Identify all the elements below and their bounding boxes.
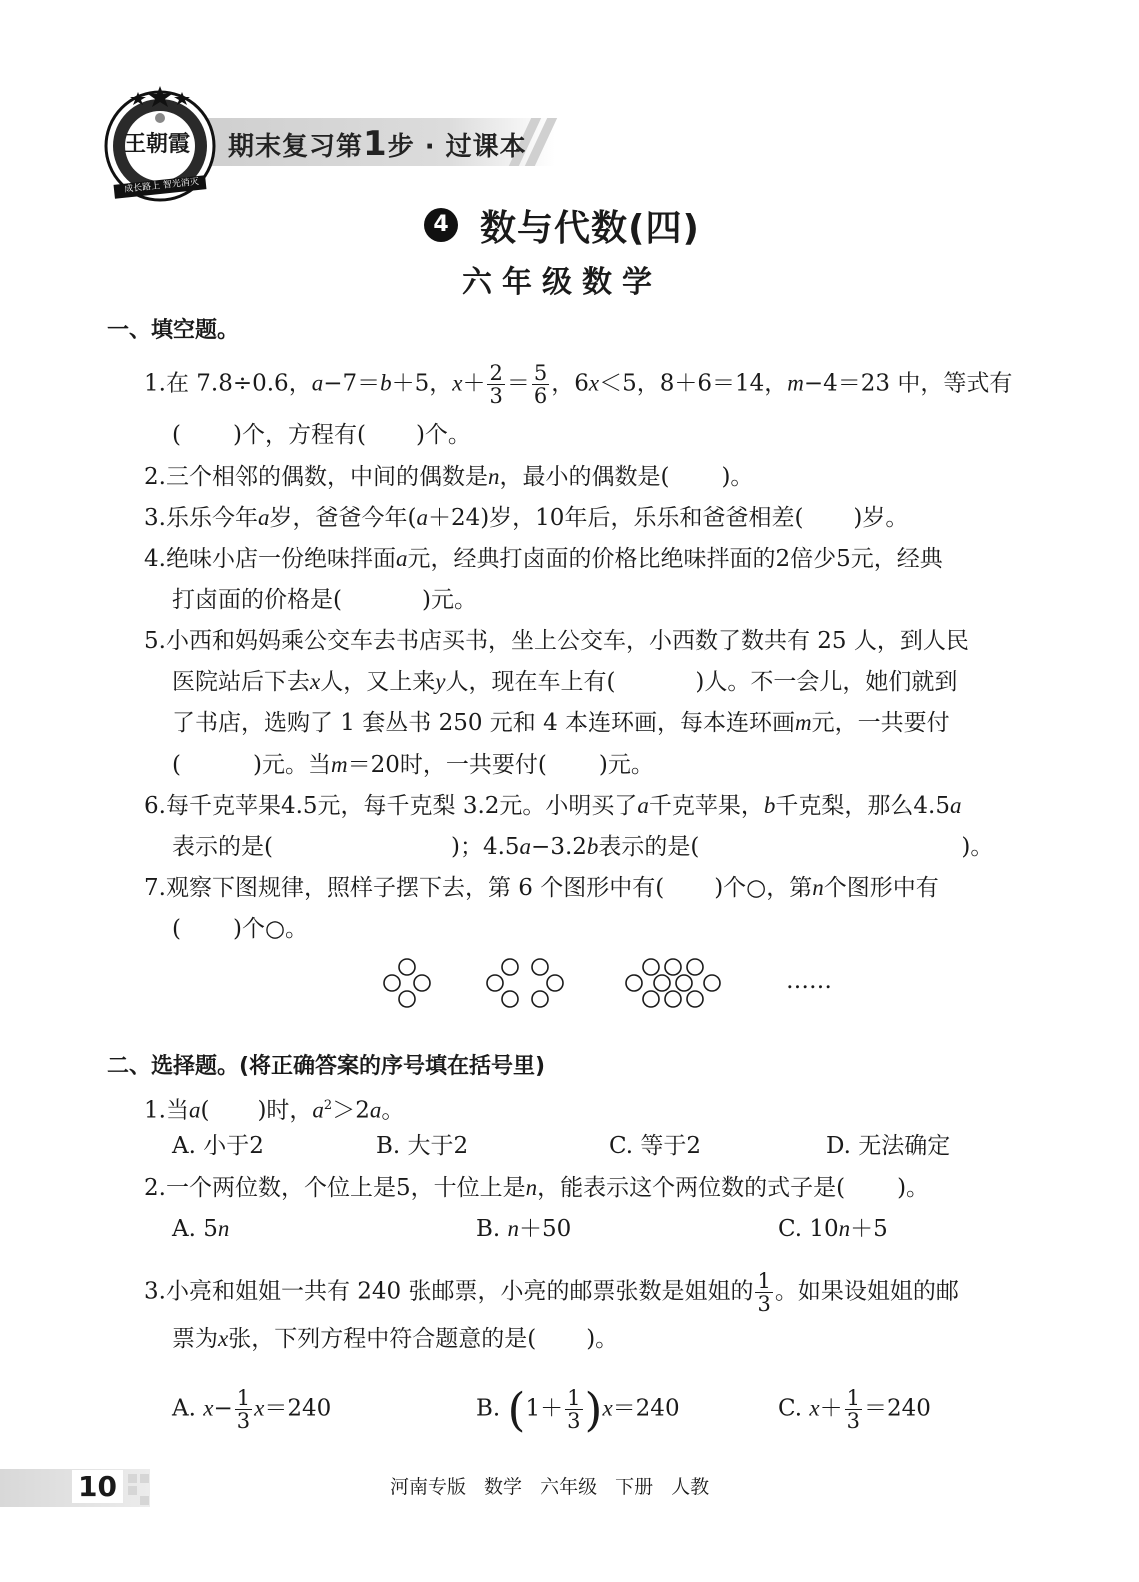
footer-square bbox=[140, 1474, 149, 1483]
section-fill-in-title: 一、填空题。 bbox=[107, 318, 240, 343]
choice-2-option-a: A. 5n bbox=[172, 1216, 230, 1242]
question-1-5-line2: 医院站后下去x人，又上来y人，现在车上有( )人。不一会儿，她们就到 bbox=[172, 669, 958, 695]
pattern-figure-2 bbox=[487, 959, 563, 1007]
question-1-6: 6.每千克苹果4.5元，每千克梨 3.2元。小明买了a千克苹果，b千克梨，那么4.5a bbox=[144, 793, 962, 819]
logo-name: 王朝霞 bbox=[124, 131, 191, 157]
page-number: 10 bbox=[72, 1470, 123, 1503]
logo-tagline: 成长路上 智光消灭 bbox=[123, 177, 200, 195]
question-1-1-line2: ( )个，方程有( )个。 bbox=[172, 422, 471, 448]
question-1-6-line2: 表示的是( )；4.5a−3.2b表示的是( )。 bbox=[172, 834, 994, 860]
fraction: $\frac{1}{3}$ bbox=[567, 1386, 581, 1433]
question-1-1: 1.在 7.8÷0.6，a−7＝b＋5，x＋ $\frac{2}{3}$ ＝ $\frac{5}{6}$ ，6x＜5，8＋6＝14，m−4＝23 中，等式有 bbox=[144, 361, 1013, 408]
choice-2-option-b: B. n＋50 bbox=[476, 1216, 572, 1242]
choice-3-option-a: A. x− $\frac{1}{3}$ x＝240 bbox=[172, 1386, 332, 1433]
choice-question-1: 1.当a( )时，$a^2>2a$。 bbox=[144, 1097, 405, 1124]
page-subtitle: 六年级数学 bbox=[462, 265, 662, 300]
question-1-7-line2: ( )个○。 bbox=[172, 916, 309, 942]
question-1-7: 7.观察下图规律，照样子摆下去，第 6 个图形中有( )个○，第n个图形中有 bbox=[144, 875, 939, 901]
fraction: $\frac{2}{3}$ bbox=[489, 361, 503, 408]
question-1-5-line3: 了书店，选购了 1 套丛书 250 元和 4 本连环画，每本连环画m元，一共要付 bbox=[172, 710, 950, 736]
choice-3-option-b: B. (1＋ $\frac{1}{3}$ )x＝240 bbox=[476, 1382, 680, 1437]
pattern-figure-3 bbox=[626, 959, 720, 1007]
choice-1-option-b: B. 大于2 bbox=[376, 1133, 469, 1159]
footer-edition-info: 河南专版 数学 六年级 下册 人教 bbox=[390, 1476, 710, 1498]
fraction: $\frac{1}{3}$ bbox=[846, 1386, 860, 1433]
chapter-title: 数与代数(四) bbox=[480, 208, 700, 249]
chapter-number-badge: 4 bbox=[424, 208, 458, 242]
fraction: $\frac{5}{6}$ bbox=[533, 361, 548, 408]
footer-square bbox=[128, 1474, 137, 1483]
pattern-ellipsis: …… bbox=[786, 968, 832, 994]
choice-question-3: 3.小亮和姐姐一共有 240 张邮票，小亮的邮票张数是姐姐的 $\frac{1}{3}$ 。如果设姐姐的邮 bbox=[144, 1269, 959, 1316]
choice-question-3-line2: 票为x张，下列方程中符合题意的是( )。 bbox=[172, 1326, 619, 1352]
question-1-3: 3.乐乐今年a岁，爸爸今年(a＋24)岁，10年后，乐乐和爸爸相差( )岁。 bbox=[144, 505, 909, 531]
banner-title: 期末复习第1步 · 过课本 bbox=[228, 124, 527, 164]
question-1-5-line4: ( )元。当m＝20时，一共要付( )元。 bbox=[172, 752, 654, 778]
fraction: $\frac{1}{3}$ bbox=[236, 1386, 251, 1433]
footer-square bbox=[128, 1486, 137, 1495]
choice-1-option-d: D. 无法确定 bbox=[826, 1133, 951, 1159]
choice-1-option-a: A. 小于2 bbox=[172, 1133, 264, 1159]
pattern-figure-1 bbox=[384, 959, 430, 1007]
choice-question-2: 2.一个两位数，个位上是5，十位上是n，能表示这个两位数的式子是( )。 bbox=[144, 1175, 930, 1201]
choice-1-option-c: C. 等于2 bbox=[609, 1133, 702, 1159]
fraction: $\frac{1}{3}$ bbox=[757, 1269, 771, 1316]
footer-square bbox=[140, 1496, 149, 1505]
circle-pattern-figure bbox=[370, 955, 770, 1015]
question-1-4-line2: 打卤面的价格是( )元。 bbox=[172, 587, 477, 613]
section-choice-title: 二、选择题。(将正确答案的序号填在括号里) bbox=[107, 1054, 546, 1079]
question-1-4: 4.绝味小店一份绝味拌面a元，经典打卤面的价格比绝味拌面的2倍少5元，经典 bbox=[144, 546, 943, 572]
choice-3-option-c: C. x＋ $\frac{1}{3}$ ＝240 bbox=[778, 1386, 931, 1433]
question-1-2: 2.三个相邻的偶数，中间的偶数是n，最小的偶数是( )。 bbox=[144, 464, 754, 490]
question-1-5: 5.小西和妈妈乘公交车去书店买书，坐上公交车，小西数了数共有 25 人，到人民 bbox=[144, 628, 969, 654]
choice-2-option-c: C. 10n＋5 bbox=[778, 1216, 888, 1242]
